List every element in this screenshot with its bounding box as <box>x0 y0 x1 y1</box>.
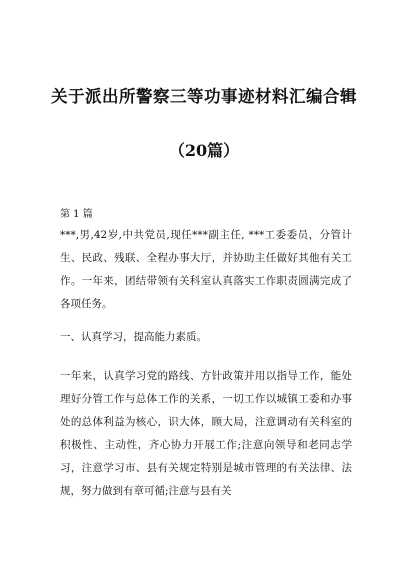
section-label: 第 1 篇 <box>60 209 93 220</box>
paragraph-spacer <box>60 349 352 365</box>
section-heading: 一、认真学习，提高能力素质。 <box>60 331 207 343</box>
study-paragraph: 一年来，认真学习党的路线、方针政策并用以指导工作，能处理好分管工作与总体工作的关系，一切工作以城镇工委和办事处的总体利益为核心，识大体，顾大局，注意调动有关科室的积极性、主动性，齐心协力开展工作;注意向领导和老同志学习，注意学习市、县有关规定特别是城市管理的有关法律、法规，努力做到有章可循;注意与县有关 <box>60 370 352 497</box>
document-subtitle: （20篇） <box>168 141 240 160</box>
intro-paragraph: ***,男,42岁,中共党员,现任***副主任, ***工委委员，分管计生、民政、残联、全程办事大厅，并协助主任做好其他有关工作。一年来，团结带领有关科室认真落实工作职责圆满完成了各项任务。 <box>60 229 352 310</box>
document-title: 关于派出所警察三等功事迹材料汇编合辑 <box>51 87 357 106</box>
document-body <box>60 206 352 503</box>
paragraph-spacer <box>60 316 352 326</box>
